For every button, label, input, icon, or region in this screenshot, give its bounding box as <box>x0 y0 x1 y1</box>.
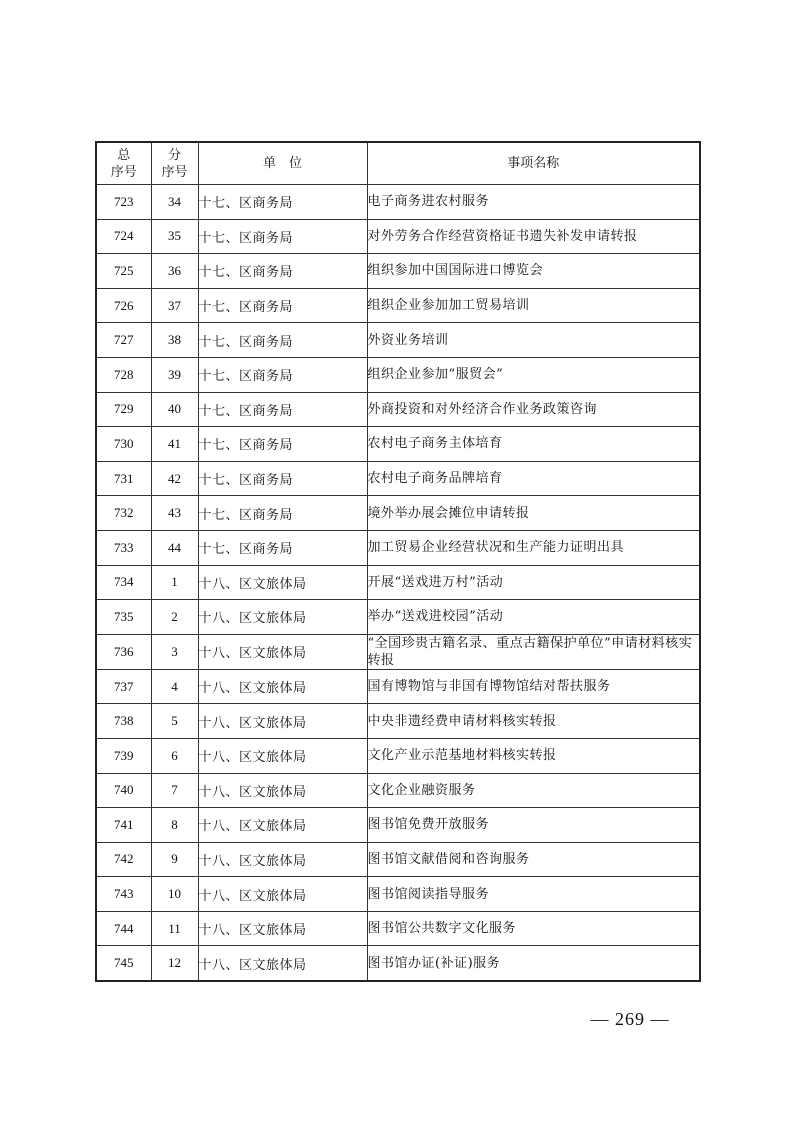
cell-total-no: 724 <box>96 219 151 254</box>
table-row <box>96 461 700 496</box>
cell-total-no: 727 <box>96 323 151 358</box>
table-row <box>96 185 700 220</box>
cell-sub-no: 8 <box>151 808 198 843</box>
cell-sub-no: 43 <box>151 496 198 531</box>
cell-unit: 十七、区商务局 <box>198 427 367 462</box>
cell-sub-no: 4 <box>151 669 198 704</box>
service-items-table <box>95 141 701 982</box>
cell-item-name: 境外举办展会摊位申请转报 <box>367 496 700 531</box>
table-row <box>96 565 700 600</box>
cell-unit: 十八、区文旅体局 <box>198 565 367 600</box>
cell-sub-no: 12 <box>151 946 198 981</box>
cell-unit: 十八、区文旅体局 <box>198 704 367 739</box>
table-row <box>96 496 700 531</box>
cell-total-no: 723 <box>96 185 151 220</box>
cell-sub-no: 1 <box>151 565 198 600</box>
cell-item-name: 农村电子商务品牌培育 <box>367 461 700 496</box>
cell-sub-no: 11 <box>151 911 198 946</box>
header-total-no-line1: 总 <box>117 147 131 163</box>
table-row <box>96 911 700 946</box>
table-row <box>96 738 700 773</box>
cell-sub-no: 38 <box>151 323 198 358</box>
cell-item-name: 文化企业融资服务 <box>367 773 700 808</box>
cell-unit: 十七、区商务局 <box>198 254 367 289</box>
table-header-row <box>96 142 700 185</box>
cell-item-name: 图书馆阅读指导服务 <box>367 877 700 912</box>
table-row <box>96 600 700 635</box>
cell-sub-no: 44 <box>151 530 198 565</box>
cell-sub-no: 9 <box>151 842 198 877</box>
cell-unit: 十八、区文旅体局 <box>198 600 367 635</box>
cell-total-no: 733 <box>96 530 151 565</box>
table-row <box>96 808 700 843</box>
cell-item-name: 图书馆文献借阅和咨询服务 <box>367 842 700 877</box>
table-row <box>96 842 700 877</box>
table-row <box>96 254 700 289</box>
table-row <box>96 877 700 912</box>
header-unit: 单 位 <box>198 142 367 185</box>
cell-item-name: 对外劳务合作经营资格证书遗失补发申请转报 <box>367 219 700 254</box>
cell-unit: 十八、区文旅体局 <box>198 842 367 877</box>
cell-total-no: 732 <box>96 496 151 531</box>
cell-item-name: 举办“送戏进校园”活动 <box>367 600 700 635</box>
cell-unit: 十七、区商务局 <box>198 185 367 220</box>
cell-item-name: 组织企业参加“服贸会” <box>367 357 700 392</box>
cell-sub-no: 2 <box>151 600 198 635</box>
cell-total-no: 743 <box>96 877 151 912</box>
cell-sub-no: 6 <box>151 738 198 773</box>
cell-item-name: 加工贸易企业经营状况和生产能力证明出具 <box>367 530 700 565</box>
cell-total-no: 725 <box>96 254 151 289</box>
cell-sub-no: 3 <box>151 634 198 669</box>
cell-total-no: 738 <box>96 704 151 739</box>
cell-total-no: 730 <box>96 427 151 462</box>
table-row <box>96 773 700 808</box>
cell-total-no: 726 <box>96 288 151 323</box>
header-sub-no <box>151 142 198 185</box>
cell-item-name: 图书馆免费开放服务 <box>367 808 700 843</box>
cell-item-name: 组织参加中国国际进口博览会 <box>367 254 700 289</box>
table-row <box>96 288 700 323</box>
cell-unit: 十七、区商务局 <box>198 496 367 531</box>
cell-sub-no: 36 <box>151 254 198 289</box>
cell-sub-no: 40 <box>151 392 198 427</box>
table-row <box>96 427 700 462</box>
cell-total-no: 745 <box>96 946 151 981</box>
table-row <box>96 219 700 254</box>
cell-total-no: 737 <box>96 669 151 704</box>
cell-sub-no: 41 <box>151 427 198 462</box>
cell-item-name: 开展“送戏进万村”活动 <box>367 565 700 600</box>
cell-item-name: 农村电子商务主体培育 <box>367 427 700 462</box>
cell-item-name: 组织企业参加加工贸易培训 <box>367 288 700 323</box>
cell-item-name: 中央非遗经费申请材料核实转报 <box>367 704 700 739</box>
cell-total-no: 739 <box>96 738 151 773</box>
cell-total-no: 729 <box>96 392 151 427</box>
table-row <box>96 392 700 427</box>
cell-unit: 十七、区商务局 <box>198 530 367 565</box>
cell-item-name: 文化产业示范基地材料核实转报 <box>367 738 700 773</box>
cell-unit: 十七、区商务局 <box>198 357 367 392</box>
cell-sub-no: 37 <box>151 288 198 323</box>
cell-unit: 十七、区商务局 <box>198 461 367 496</box>
cell-unit: 十七、区商务局 <box>198 392 367 427</box>
cell-item-name: “全国珍贵古籍名录、重点古籍保护单位”申请材料核实转报 <box>367 634 700 669</box>
table-row <box>96 669 700 704</box>
cell-total-no: 731 <box>96 461 151 496</box>
table-row <box>96 530 700 565</box>
table-row <box>96 946 700 981</box>
cell-total-no: 735 <box>96 600 151 635</box>
cell-total-no: 742 <box>96 842 151 877</box>
cell-sub-no: 39 <box>151 357 198 392</box>
cell-unit: 十八、区文旅体局 <box>198 808 367 843</box>
cell-unit: 十八、区文旅体局 <box>198 773 367 808</box>
header-total-no-line2: 序号 <box>110 164 137 180</box>
cell-total-no: 728 <box>96 357 151 392</box>
cell-unit: 十八、区文旅体局 <box>198 877 367 912</box>
cell-sub-no: 35 <box>151 219 198 254</box>
cell-sub-no: 42 <box>151 461 198 496</box>
cell-unit: 十七、区商务局 <box>198 323 367 358</box>
header-total-no <box>96 142 151 185</box>
cell-item-name: 图书馆办证(补证)服务 <box>367 946 700 981</box>
cell-unit: 十七、区商务局 <box>198 219 367 254</box>
header-item-name: 事项名称 <box>367 142 700 185</box>
cell-sub-no: 5 <box>151 704 198 739</box>
cell-unit: 十八、区文旅体局 <box>198 669 367 704</box>
table-row <box>96 323 700 358</box>
cell-item-name: 电子商务进农村服务 <box>367 185 700 220</box>
cell-total-no: 736 <box>96 634 151 669</box>
cell-unit: 十八、区文旅体局 <box>198 738 367 773</box>
cell-total-no: 741 <box>96 808 151 843</box>
cell-item-name: 外商投资和对外经济合作业务政策咨询 <box>367 392 700 427</box>
table-row <box>96 634 700 669</box>
header-sub-no-line2: 序号 <box>161 164 188 180</box>
cell-sub-no: 7 <box>151 773 198 808</box>
table-row <box>96 357 700 392</box>
cell-total-no: 740 <box>96 773 151 808</box>
cell-unit: 十八、区文旅体局 <box>198 911 367 946</box>
cell-item-name: 外资业务培训 <box>367 323 700 358</box>
page-number: — 269 — <box>590 1009 670 1029</box>
cell-total-no: 744 <box>96 911 151 946</box>
cell-unit: 十七、区商务局 <box>198 288 367 323</box>
table-row <box>96 704 700 739</box>
cell-item-name: 图书馆公共数字文化服务 <box>367 911 700 946</box>
cell-sub-no: 10 <box>151 877 198 912</box>
cell-unit: 十八、区文旅体局 <box>198 634 367 669</box>
cell-sub-no: 34 <box>151 185 198 220</box>
cell-total-no: 734 <box>96 565 151 600</box>
cell-item-name: 国有博物馆与非国有博物馆结对帮扶服务 <box>367 669 700 704</box>
cell-unit: 十八、区文旅体局 <box>198 946 367 981</box>
header-sub-no-line1: 分 <box>167 147 181 163</box>
